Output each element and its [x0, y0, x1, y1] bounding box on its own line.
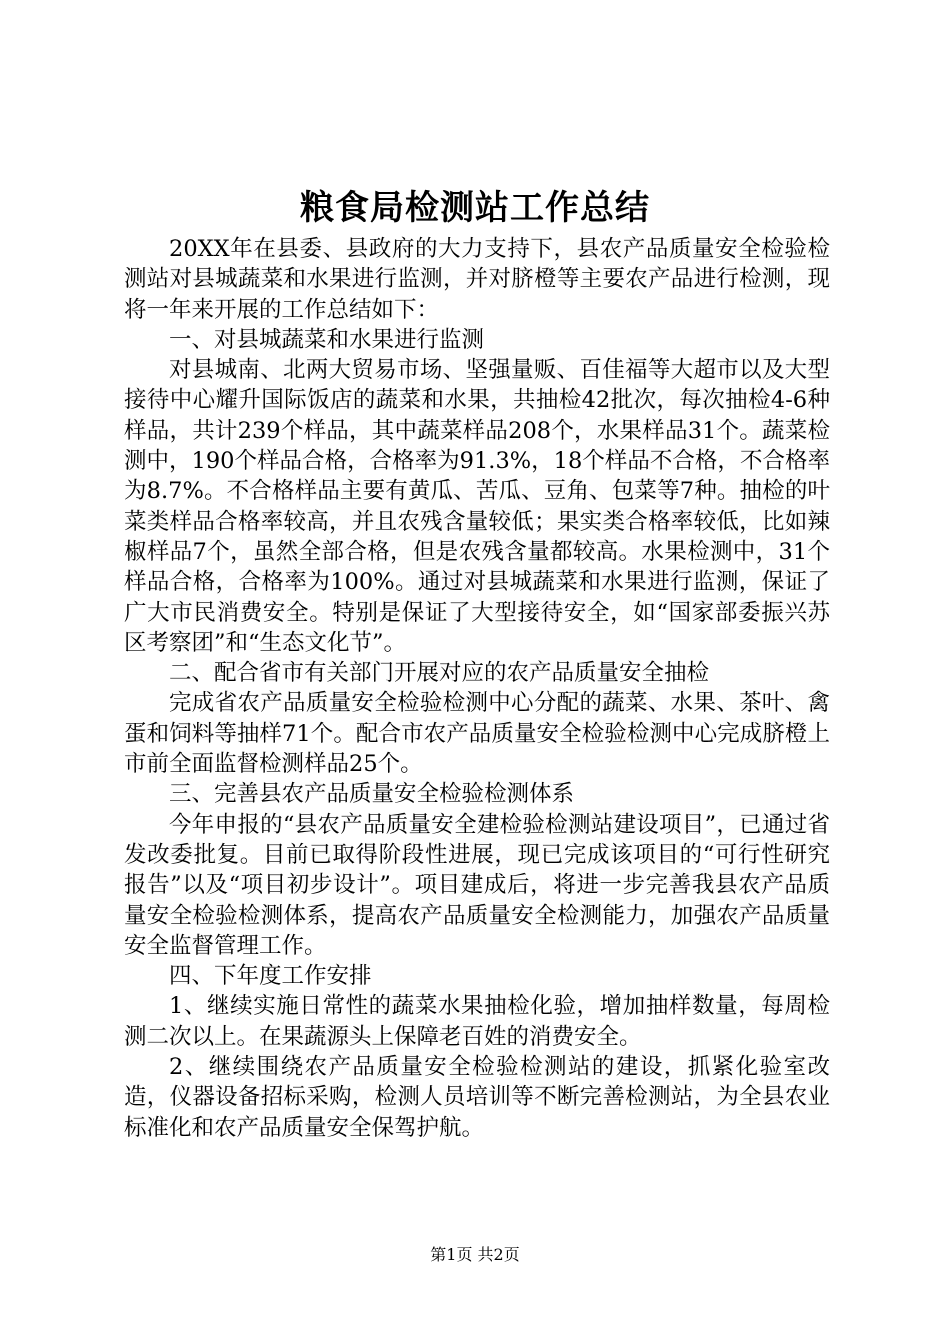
section-paragraph-2: 完成省农产品质量安全检验检测中心分配的蔬菜、水果、茶叶、禽蛋和饲料等抽样71个。配合市农产品质量安全检验检测中心完成脐橙上市前全面监督检测样品25个。 [124, 690, 830, 778]
section-heading-3: 三、完善县农产品质量安全检验检测体系 [169, 781, 575, 808]
document-body [124, 234, 830, 1143]
plan-item-1: 1、继续实施日常性的蔬菜水果抽检化验，增加抽样数量，每周检测二次以上。在果蔬源头上保障老百姓的消费安全。 [124, 993, 830, 1050]
section-paragraph-3: 今年申报的“县农产品质量安全建检验检测站建设项目”，已通过省发改委批复。目前已取得阶段性进展，现已完成该项目的“可行性研究报告”以及“项目初步设计”。项目建成后，将进一步完善我县农产品质量安全检验检测体系，提高农产品质量安全检测能力，加强农产品质量安全监督管理工作。 [124, 811, 830, 959]
section-paragraph-1: 对县城南、北两大贸易市场、坚强量贩、百佳福等大超市以及大型接待中心耀升国际饭店的蔬菜和水果，共抽检42批次，每次抽检4-6种样品，共计239个样品，其中蔬菜样品208个，水果样品31个。蔬菜检测中，190个样品合格，合格率为91.3%，18个样品不合格，不合格率为8.7%。不合格样品主要有黄瓜、苦瓜、豆角、包菜等7种。抽检的叶菜类样品合格率较高，并且农残含量较低；果实类合格率较低，比如辣椒样品7个，虽然全部合格，但是农残含量都较高。水果检测中，31个样品合格，合格率为100%。通过对县城蔬菜和水果进行监测，保证了广大市民消费安全。特别是保证了大型接待安全，如“国家部委振兴苏区考察团”和“生态文化节”。 [124, 357, 830, 656]
plan-item-2: 2、继续围绕农产品质量安全检验检测站的建设，抓紧化验室改造，仪器设备招标采购，检测人员培训等不断完善检测站，为全县农业标准化和农产品质量安全保驾护航。 [124, 1054, 830, 1141]
section-heading-4: 四、下年度工作安排 [169, 963, 372, 990]
section-heading-2: 二、配合省市有关部门开展对应的农产品质量安全抽检 [169, 660, 710, 687]
page-number-footer: 第1页 共2页 [430, 1245, 520, 1264]
document-title: 粮食局检测站工作总结 [300, 188, 650, 228]
section-heading-1: 一、对县城蔬菜和水果进行监测 [169, 326, 485, 353]
intro-paragraph: 20XX年在县委、县政府的大力支持下，县农产品质量安全检验检测站对县城蔬菜和水果进行监测，并对脐橙等主要农产品进行检测，现将一年来开展的工作总结如下： [124, 236, 830, 323]
